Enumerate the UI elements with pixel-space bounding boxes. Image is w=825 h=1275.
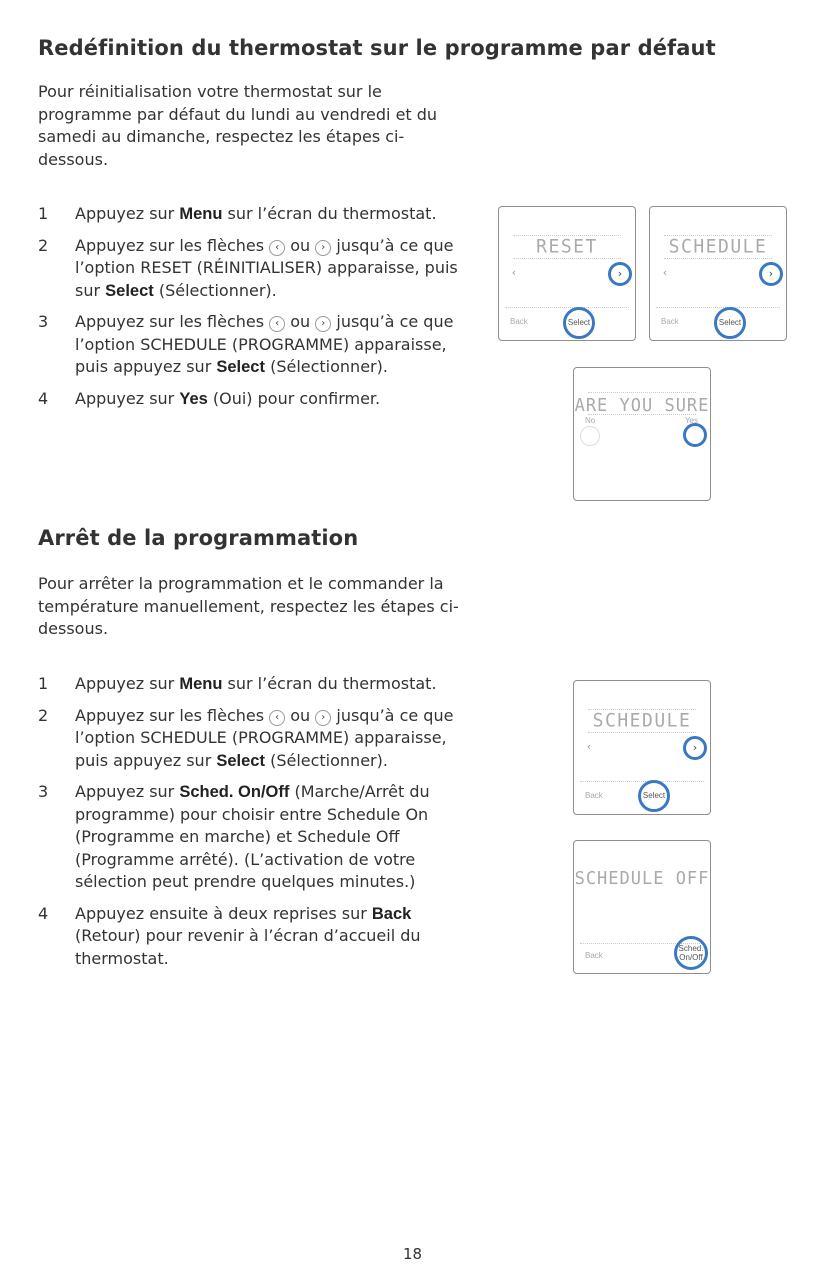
no-button-outline (580, 426, 600, 446)
right-arrow-icon: › (315, 240, 331, 256)
sched-onoff-softkey[interactable] (674, 944, 708, 962)
step-text: Appuyez sur les flèches (75, 705, 270, 725)
step-text: sur l’écran du thermostat. (222, 674, 437, 693)
right-arrow-icon: › (315, 316, 331, 332)
highlight-ring (683, 423, 707, 447)
step-text: jusqu’à ce que l’option SCHEDULE (PROGRAMME) apparaisse, puis appuyez sur (75, 705, 454, 770)
section-title-schedule-off: Arrêt de la programmation (38, 526, 359, 550)
step-text: (Oui) pour confirmer. (207, 388, 381, 408)
thermostat-screen-reset (498, 206, 636, 341)
step-text: ou (285, 705, 316, 725)
bold-term: Select (216, 358, 265, 376)
screen-title: SCHEDULE (592, 709, 692, 732)
bold-term: Yes (179, 389, 208, 408)
select-softkey[interactable]: Select (718, 318, 742, 327)
yes-softkey[interactable]: Yes (684, 416, 698, 425)
back-softkey[interactable]: Back (585, 951, 603, 960)
step-text: (Retour) pour revenir à l’écran d’accueil du thermostat. (75, 926, 421, 968)
step-text: Appuyez sur (75, 204, 180, 223)
divider (656, 307, 780, 308)
step-number: 1 (38, 674, 49, 693)
thermostat-screen-confirm (573, 367, 711, 501)
left-arrow-icon: ‹ (269, 316, 285, 332)
step-3 (38, 311, 468, 379)
step-1 (38, 673, 468, 696)
divider (588, 414, 696, 415)
back-softkey[interactable]: Back (661, 317, 679, 326)
step-text: Appuyez sur les flèches (75, 235, 270, 255)
divider (505, 307, 629, 308)
thermostat-screen-schedule (649, 206, 787, 341)
bold-term: Menu (179, 675, 223, 693)
thermostat-screen-schedule-off (573, 840, 711, 974)
step-number: 2 (38, 705, 49, 725)
intro-reset: Pour réinitialisation votre thermostat sur le programme par défaut du lundi au vendredi et du samedi au dimanche, respectez les étapes ci-dessous. (38, 82, 438, 169)
step-text: Appuyez sur les flèches (75, 312, 270, 331)
right-arrow-icon[interactable]: › (617, 267, 623, 280)
divider (580, 781, 704, 782)
divider (664, 258, 772, 259)
intro-schedule-off: Pour arrêter la programmation et le commander la température manuellement, respectez les étapes ci-dessous. (38, 574, 459, 638)
step-text: Appuyez sur (75, 782, 180, 801)
step-1 (38, 203, 468, 226)
step-2 (38, 235, 468, 303)
step-text: (Marche/Arrêt du programme) pour choisir entre Schedule On (Programme en marche) et Schedule Off (Programme arrêté). (L’activation de votre sélection peut prendre quelques minutes.) (75, 782, 430, 891)
step-text: jusqu’à ce que l’option SCHEDULE (PROGRAMME) apparaisse, puis appuyez sur (75, 312, 454, 376)
right-arrow-icon[interactable]: › (768, 267, 774, 280)
step-text: Appuyez ensuite à deux reprises sur (75, 903, 372, 923)
step-number: 3 (38, 782, 49, 801)
step-4 (38, 903, 468, 971)
onoff-label: On/Off (679, 953, 703, 962)
back-softkey[interactable]: Back (585, 791, 603, 800)
bold-term: Select (216, 751, 265, 770)
left-arrow-icon: ‹ (269, 710, 285, 726)
step-text: (Sélectionner). (264, 750, 388, 770)
left-arrow-icon: ‹ (269, 240, 285, 256)
step-text: sur l’écran du thermostat. (222, 204, 437, 223)
step-number: 1 (38, 204, 49, 223)
step-text: Appuyez sur (75, 388, 180, 408)
screen-title: SCHEDULE OFF (574, 868, 710, 890)
select-softkey[interactable]: Select (567, 318, 591, 327)
step-text: (Sélectionner). (153, 280, 277, 300)
bold-term: Select (105, 281, 154, 300)
step-text: ou (285, 312, 316, 331)
section-title-reset: Redéfinition du thermostat sur le programme par défaut (38, 36, 716, 60)
divider (588, 732, 696, 733)
select-softkey[interactable]: Select (642, 791, 666, 800)
divider (588, 392, 696, 393)
left-arrow-icon[interactable]: ‹ (511, 266, 517, 279)
bold-term: Sched. On/Off (179, 783, 290, 801)
step-4 (38, 388, 468, 411)
step-3 (38, 781, 468, 894)
right-arrow-icon[interactable]: › (692, 741, 698, 754)
divider (513, 258, 621, 259)
screen-title: SCHEDULE (668, 235, 768, 258)
thermostat-screen-schedule-2 (573, 680, 711, 815)
step-text: ou (285, 235, 316, 255)
bold-term: Menu (179, 205, 223, 223)
left-arrow-icon[interactable]: ‹ (662, 266, 668, 279)
no-softkey[interactable]: No (585, 416, 596, 425)
steps-schedule-off (38, 673, 468, 970)
steps-reset (38, 203, 468, 410)
step-number: 3 (38, 312, 49, 331)
step-number: 4 (38, 903, 49, 923)
right-arrow-icon: › (315, 710, 331, 726)
step-number: 4 (38, 388, 49, 408)
step-text: (Sélectionner). (264, 357, 388, 376)
sched-label: Sched. (678, 944, 704, 953)
left-arrow-icon[interactable]: ‹ (586, 740, 592, 753)
back-softkey[interactable]: Back (510, 317, 528, 326)
step-2 (38, 705, 468, 773)
page-number: 18 (402, 1245, 423, 1263)
screen-title: ARE YOU SURE (574, 395, 710, 417)
step-text: jusqu’à ce que l’option RESET (RÉINITIALISER) apparaisse, puis sur (75, 235, 458, 300)
step-number: 2 (38, 235, 49, 255)
step-text: Appuyez sur (75, 674, 180, 693)
screen-title: RESET (536, 235, 598, 258)
bold-term: Back (371, 904, 412, 923)
